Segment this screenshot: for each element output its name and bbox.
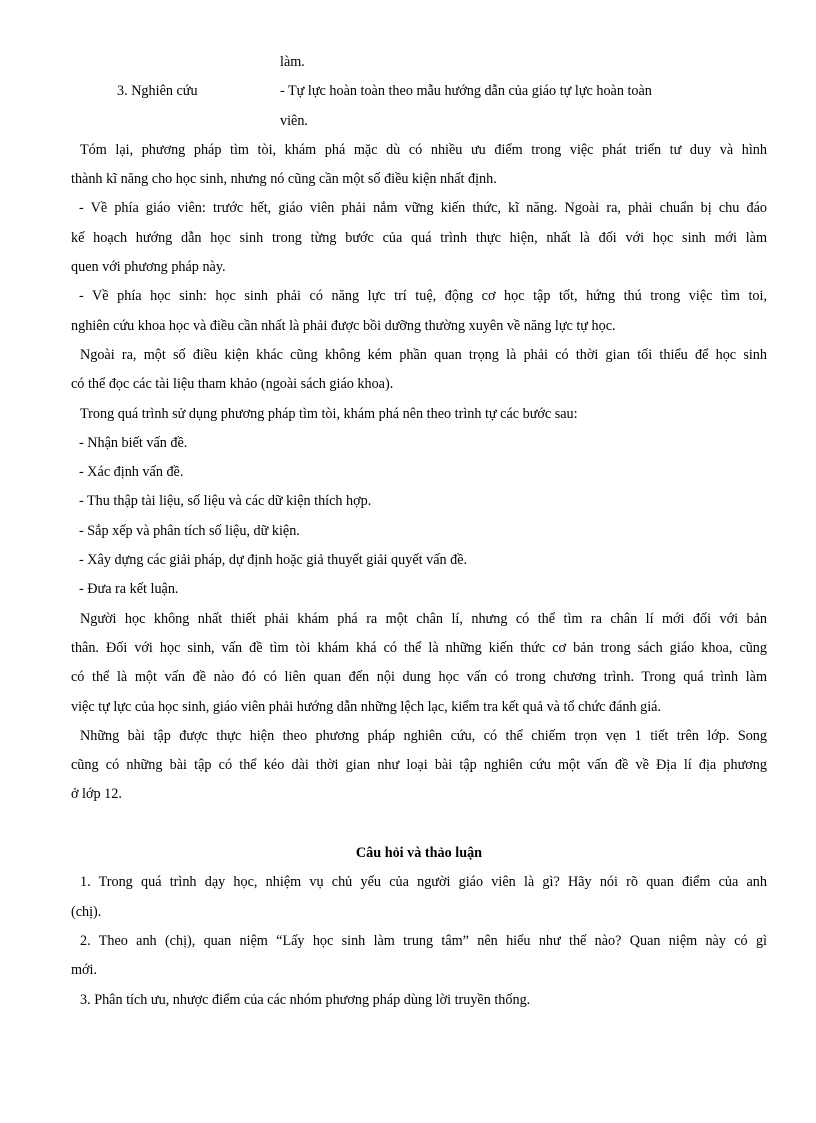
paragraph-line: Trong quá trình sử dụng phương pháp tìm tòi, khám phá nên theo trình tự các bước sau: xyxy=(80,405,578,422)
paragraph-line: thân. Đối với học sinh, vấn đề tìm tòi khám khá có thể là những kiến thức cơ bản trong sách giáo khoa, cũng xyxy=(71,639,767,656)
paragraph-line: có thể đọc các tài liệu tham khảo (ngoài sách giáo khoa). xyxy=(71,376,394,393)
list-item: - Nhận biết vấn đề. xyxy=(79,434,188,451)
question-line: 1. Trong quá trình dạy học, nhiệm vụ chủ yếu của người giáo viên là gì? Hãy nói rõ quan điểm của anh xyxy=(80,874,767,891)
list-item: - Đưa ra kết luận. xyxy=(79,581,179,598)
list-item: - Thu thập tài liệu, số liệu và các dữ kiện thích hợp. xyxy=(79,493,372,510)
table-cell: viên. xyxy=(280,112,308,129)
paragraph-line: việc tự lực của học sinh, giáo viên phải hướng dẫn những lệch lạc, kiểm tra kết quả và tổ chức đánh giá. xyxy=(71,698,662,715)
paragraph-line: nghiên cứu khoa học và điều cần nhất là phải được bồi dưỡng thường xuyên về năng lực tự học. xyxy=(71,317,616,334)
paragraph-line: - Về phía giáo viên: trước hết, giáo viên phải nắm vững kiến thức, kĩ năng. Ngoài ra, phải chuẩn bị chu đáo xyxy=(79,200,767,217)
question-line: 2. Theo anh (chị), quan niệm “Lấy học sinh làm trung tâm” nên hiểu như thế nào? Quan niệm này có gì xyxy=(80,932,767,949)
question-line: mới. xyxy=(71,962,98,979)
section-heading: Câu hỏi và thảo luận xyxy=(355,845,483,862)
table-row xyxy=(71,48,767,77)
table-row xyxy=(71,77,767,106)
paragraph-line: thành kĩ năng cho học sinh, nhưng nó cũng cần một số điều kiện nhất định. xyxy=(71,171,497,188)
paragraph-line: Tóm lại, phương pháp tìm tòi, khám phá mặc dù có nhiều ưu điểm trong việc phát triển tư duy và hình xyxy=(80,141,767,158)
paragraph-line: có thể là một vấn đề nào đó có liên quan đến nội dung học vấn có trong chương trình. Trong quá trình làm xyxy=(71,669,767,686)
table-cell: 3. Nghiên cứu xyxy=(117,83,198,100)
paragraph-line: Những bài tập được thực hiện theo phương pháp nghiên cứu, có thể chiếm trọn vẹn 1 tiết trên lớp. Song xyxy=(80,727,767,744)
document-page xyxy=(71,48,767,1015)
paragraph-line: kế hoạch hướng dẫn học sinh trong từng bước của quá trình thực hiện, nhất là đối với học sinh mới làm xyxy=(71,229,767,246)
list-item: - Xác định vấn đề. xyxy=(79,464,184,481)
table-row xyxy=(71,107,767,136)
list-item: - Sắp xếp và phân tích số liệu, dữ kiện. xyxy=(79,522,300,539)
list-item: - Xây dựng các giải pháp, dự định hoặc giả thuyết giải quyết vấn đề. xyxy=(79,552,468,569)
paragraph-line: - Về phía học sinh: học sinh phải có năng lực trí tuệ, động cơ học tập tốt, hứng thú trong việc tìm toi, xyxy=(79,288,767,305)
paragraph-line: quen với phương pháp này. xyxy=(71,259,226,276)
paragraph-line: Người học không nhất thiết phải khám phá ra một chân lí, nhưng có thể tìm ra chân lí mới đối với bản xyxy=(80,610,767,627)
table-cell: - Tự lực hoàn toàn theo mẫu hướng dẫn của giáo tự lực hoàn toàn xyxy=(280,83,652,100)
table-cell: làm. xyxy=(280,54,305,70)
paragraph-line: cũng có những bài tập có thể kéo dài thời gian như loại bài tập nghiên cứu một vấn đề về Địa lí địa phương xyxy=(71,757,767,774)
question-line: (chị). xyxy=(71,903,102,920)
question-line: 3. Phân tích ưu, nhược điểm của các nhóm phương pháp dùng lời truyền thống. xyxy=(80,991,531,1008)
spacer xyxy=(71,810,767,839)
paragraph-line: Ngoài ra, một số điều kiện khác cũng không kém phần quan trọng là phải có thời gian tối thiểu để học sinh xyxy=(80,346,767,363)
paragraph-line: ở lớp 12. xyxy=(71,786,122,803)
